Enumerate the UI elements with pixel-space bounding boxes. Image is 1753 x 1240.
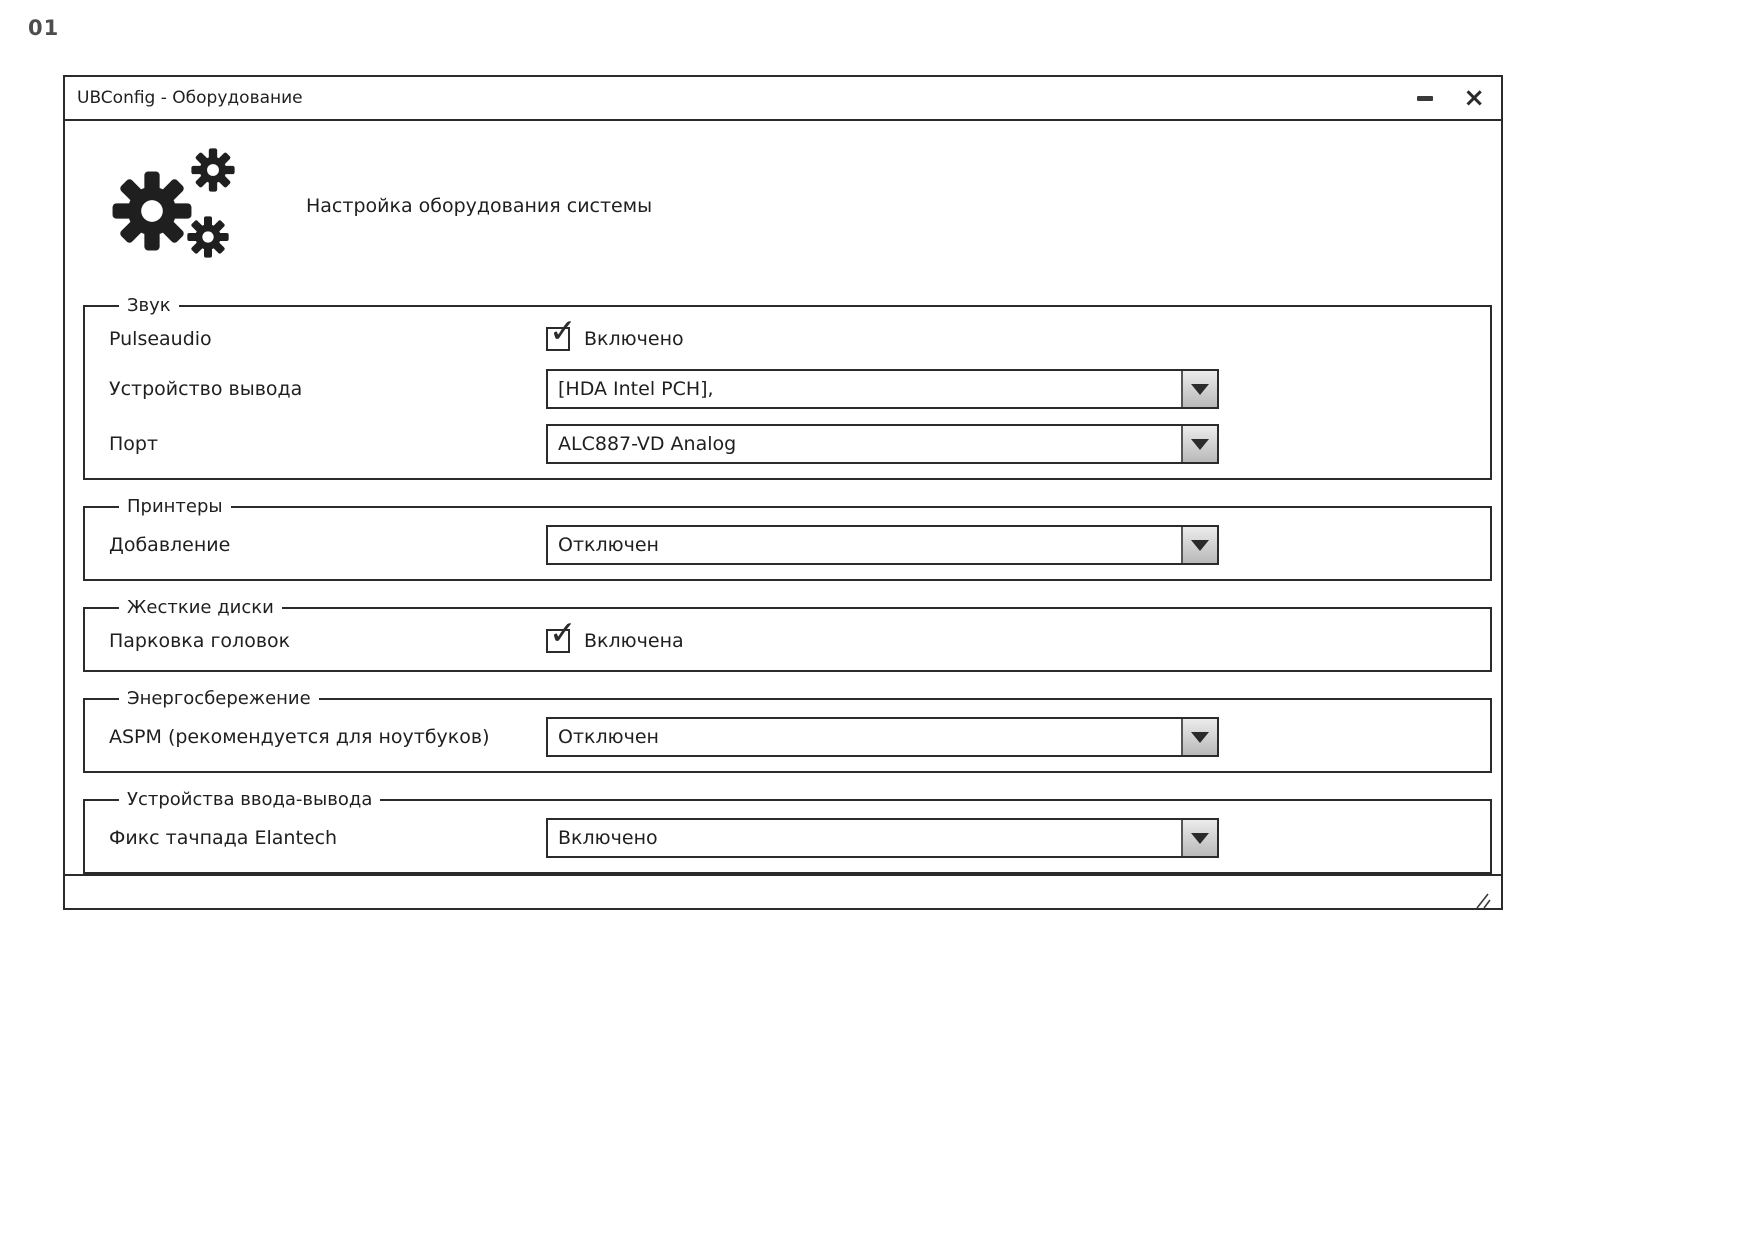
elantech-fix-label: Фикс тачпада Elantech: [109, 827, 338, 849]
port-combobox[interactable]: [546, 424, 1219, 464]
pulseaudio-state-label: Включено: [584, 328, 684, 350]
group-hard-drives: [83, 597, 1492, 672]
chevron-down-icon: [1191, 732, 1209, 743]
window-title: UBConfig - Оборудование: [77, 88, 303, 108]
output-device-value[interactable]: [HDA Intel PCH],: [558, 378, 714, 400]
elantech-fix-value[interactable]: Включено: [558, 827, 658, 849]
row-output-device: [109, 369, 1490, 409]
elantech-fix-combobox[interactable]: [546, 818, 1219, 858]
aspm-dropdown-button[interactable]: [1181, 719, 1217, 755]
group-printers-legend: Принтеры: [127, 496, 223, 517]
row-port: [109, 424, 1490, 464]
status-bar: [65, 874, 1501, 914]
window-header: [65, 121, 1501, 291]
chevron-down-icon: [1191, 439, 1209, 450]
header-description: Настройка оборудования системы: [306, 195, 653, 217]
row-aspm: [109, 717, 1490, 757]
group-power-saving: [83, 688, 1492, 773]
output-device-label: Устройство вывода: [109, 378, 303, 400]
group-printers: [83, 496, 1492, 581]
aspm-combobox[interactable]: [546, 717, 1219, 757]
ubconfig-window: [63, 75, 1503, 910]
head-parking-state-label: Включена: [584, 630, 684, 652]
port-value[interactable]: ALC887-VD Analog: [558, 433, 737, 455]
chevron-down-icon: [1191, 833, 1209, 844]
window-titlebar[interactable]: [65, 77, 1501, 121]
aspm-label: ASPM (рекомендуется для ноутбуков): [109, 726, 490, 748]
group-sound: [83, 295, 1492, 480]
head-parking-checkbox[interactable]: [546, 613, 577, 653]
row-elantech-fix: [109, 818, 1490, 858]
close-icon[interactable]: ×: [1463, 83, 1485, 113]
printer-add-dropdown-button[interactable]: [1181, 527, 1217, 563]
head-parking-label: Парковка головок: [109, 630, 291, 652]
output-device-combobox[interactable]: [546, 369, 1219, 409]
window-controls: [1417, 85, 1485, 111]
row-head-parking: [109, 613, 1490, 656]
printer-add-value[interactable]: Отключен: [558, 534, 659, 556]
aspm-value[interactable]: Отключен: [558, 726, 659, 748]
gears-icon: [110, 147, 248, 265]
minimize-icon[interactable]: [1417, 96, 1433, 101]
checkmark-icon: ✓: [549, 311, 577, 350]
group-hard-drives-legend: Жесткие диски: [127, 597, 274, 618]
output-device-dropdown-button[interactable]: [1181, 371, 1217, 407]
group-io-devices-legend: Устройства ввода-вывода: [127, 789, 373, 810]
row-pulseaudio: [109, 311, 1490, 354]
row-printer-add: [109, 525, 1490, 565]
checkmark-icon: ✓: [549, 613, 577, 652]
port-label: Порт: [109, 433, 159, 455]
elantech-fix-dropdown-button[interactable]: [1181, 820, 1217, 856]
group-sound-legend: Звук: [127, 295, 171, 316]
pulseaudio-label: Pulseaudio: [109, 328, 212, 350]
chevron-down-icon: [1191, 384, 1209, 395]
pulseaudio-control: [546, 311, 1219, 354]
group-io-devices: [83, 789, 1492, 874]
head-parking-control: [546, 613, 1219, 656]
pulseaudio-checkbox[interactable]: [546, 311, 577, 351]
chevron-down-icon: [1191, 540, 1209, 551]
group-power-saving-legend: Энергосбережение: [127, 688, 311, 709]
printer-add-label: Добавление: [109, 534, 231, 556]
resize-grip-icon[interactable]: [1473, 893, 1493, 909]
settings-content: [65, 291, 1501, 874]
page-number-label: 01: [28, 16, 60, 40]
port-dropdown-button[interactable]: [1181, 426, 1217, 462]
printer-add-combobox[interactable]: [546, 525, 1219, 565]
